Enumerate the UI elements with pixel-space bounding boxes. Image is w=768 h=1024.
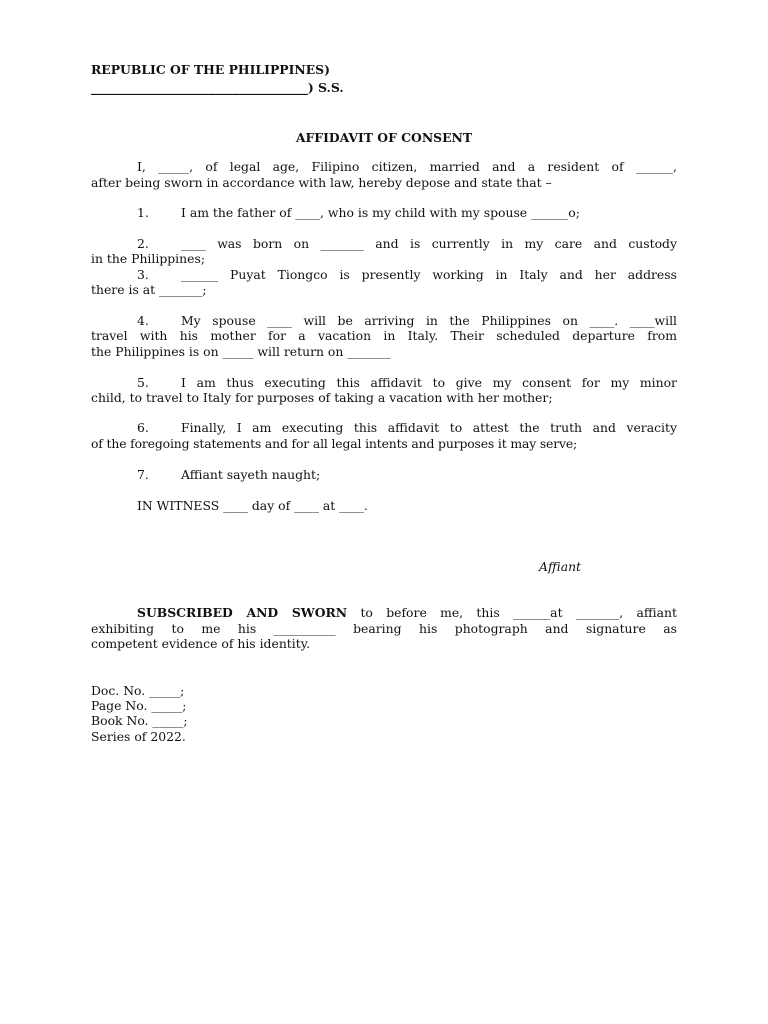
document-title: AFFIDAVIT OF CONSENT	[295, 130, 473, 145]
item-6-line-1: Finally, I am executing this affidavit to attest the truth and veracity	[181, 420, 677, 435]
intro-line-1: I, _____, of legal age, Filipino citizen, married and a resident of ______,	[137, 159, 677, 174]
page-number: Page No. _____;	[91, 698, 187, 713]
jurat-line-3: competent evidence of his identity.	[91, 636, 311, 651]
item-3-line-2: there is at _______;	[91, 282, 207, 297]
item-2-line-1: ____ was born on _______ and is currently in my care and custody	[181, 236, 677, 251]
item-1-number: 1.	[137, 205, 149, 220]
item-3-line-1: ______ Puyat Tiongco is presently working in Italy and her address	[181, 267, 677, 282]
item-7-number: 7.	[137, 467, 149, 482]
witness-line: IN WITNESS ____ day of ____ at ____.	[137, 498, 368, 513]
item-4-line-3: the Philippines is on _____ will return on _______	[91, 344, 391, 359]
item-4-line-2: travel with his mother for a vacation in Italy. Their scheduled departure from	[91, 328, 677, 343]
jurat-bold-text: SUBSCRIBED AND SWORN	[137, 605, 348, 620]
jurat-line-2: exhibiting to me his __________ bearing his photograph and signature as	[91, 621, 677, 636]
item-7-line-1: Affiant sayeth naught;	[181, 467, 321, 482]
item-6-line-2: of the foregoing statements and for all legal intents and purposes it may serve;	[91, 436, 578, 451]
intro-line-2: after being sworn in accordance with law, hereby depose and state that –	[91, 175, 552, 190]
jurat-line-1	[91, 605, 677, 620]
item-6-number: 6.	[137, 420, 149, 435]
item-1-line-1: I am the father of ____, who is my child with my spouse ______o;	[181, 205, 580, 220]
series-year: Series of 2022.	[91, 729, 186, 744]
item-5-line-2: child, to travel to Italy for purposes of taking a vacation with her mother;	[91, 390, 553, 405]
jurat-line-1-rest: to before me, this ______at _______, affiant	[347, 605, 677, 620]
item-2-line-2: in the Philippines;	[91, 251, 205, 266]
affiant-label: Affiant	[539, 559, 582, 574]
item-4-line-1: My spouse ____ will be arriving in the Philippines on ____. ____will	[181, 313, 677, 328]
item-5-number: 5.	[137, 375, 149, 390]
book-number: Book No. _____;	[91, 713, 188, 728]
item-4-number: 4.	[137, 313, 149, 328]
doc-number: Doc. No. _____;	[91, 683, 185, 698]
item-3-number: 3.	[137, 267, 149, 282]
republic-header: REPUBLIC OF THE PHILIPPINES)	[91, 62, 330, 77]
ss-line: ___________________________________) S.S.	[91, 80, 344, 95]
item-5-line-1: I am thus executing this affidavit to give my consent for my minor	[181, 375, 677, 390]
item-2-number: 2.	[137, 236, 149, 251]
